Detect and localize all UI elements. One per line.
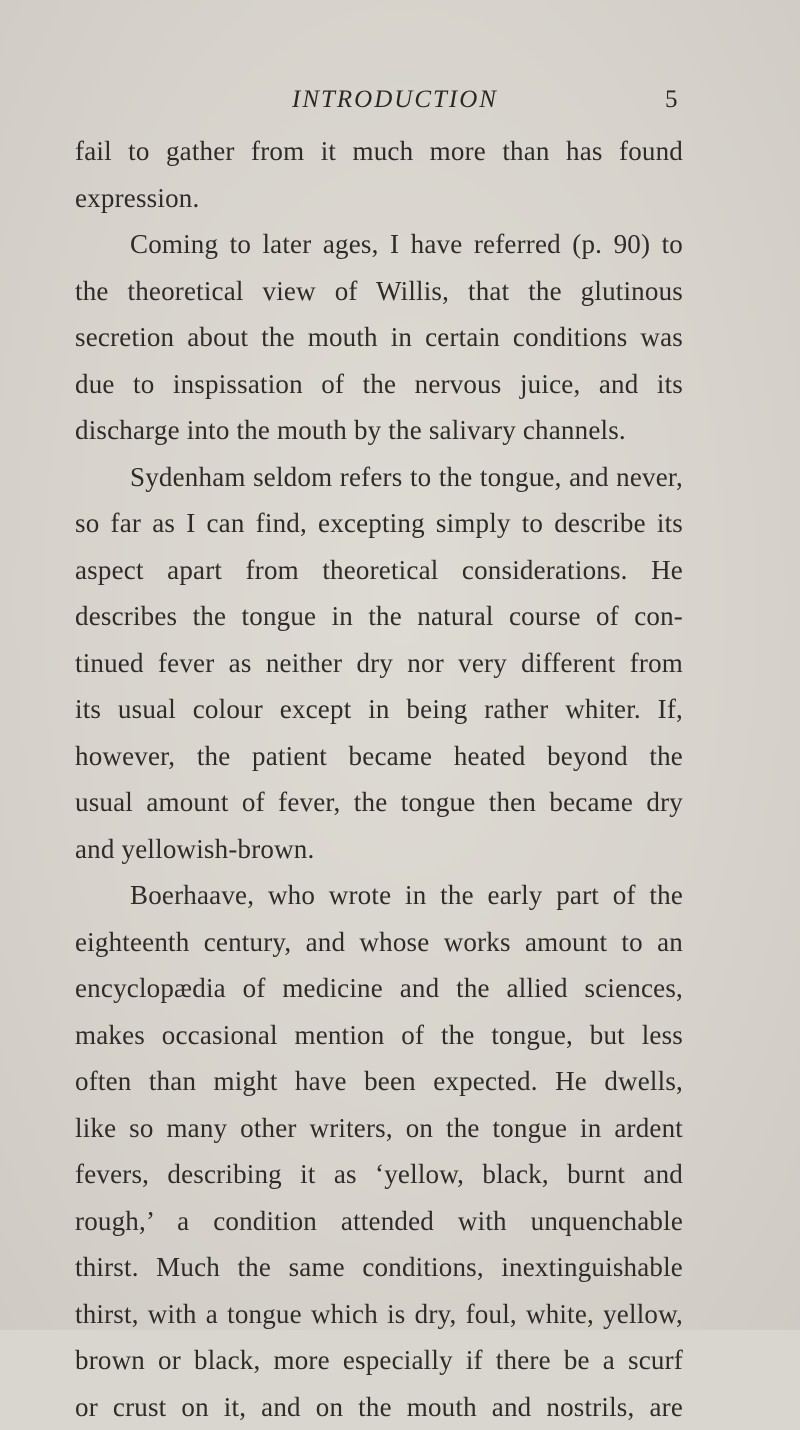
text-line: Coming to later ages, I have referred (p. 90) to <box>75 221 683 268</box>
text-line: fevers, describing it as ‘yellow, black, burnt and <box>75 1151 683 1198</box>
text-line: brown or black, more especially if there be a scurf <box>75 1337 683 1384</box>
text-line: encyclopædia of medicine and the allied sciences, <box>75 965 683 1012</box>
running-title: INTRODUCTION <box>292 86 498 114</box>
text-line: and yellowish-brown. <box>75 826 683 873</box>
text-line: tinued fever as neither dry nor very different from <box>75 640 683 687</box>
text-line: aspect apart from theoretical considerations. He <box>75 547 683 594</box>
page-number: 5 <box>665 86 678 114</box>
text-line: secretion about the mouth in certain conditions was <box>75 314 683 361</box>
text-line: its usual colour except in being rather whiter. If, <box>75 686 683 733</box>
text-line: describes the tongue in the natural course of con- <box>75 593 683 640</box>
text-line: the theoretical view of Willis, that the glutinous <box>75 268 683 315</box>
text-line: eighteenth century, and whose works amount to an <box>75 919 683 966</box>
text-line: often than might have been expected. He dwells, <box>75 1058 683 1105</box>
text-line: thirst, with a tongue which is dry, foul, white, yellow, <box>75 1291 683 1338</box>
body-text <box>75 128 683 1430</box>
text-line: fail to gather from it much more than has found <box>75 128 683 175</box>
text-line: rough,’ a condition attended with unquenchable <box>75 1198 683 1245</box>
text-line: or crust on it, and on the mouth and nostrils, are <box>75 1384 683 1430</box>
text-line: Boerhaave, who wrote in the early part of the <box>75 872 683 919</box>
text-line: makes occasional mention of the tongue, but less <box>75 1012 683 1059</box>
text-line: thirst. Much the same conditions, inextinguishable <box>75 1244 683 1291</box>
text-line: expression. <box>75 175 683 222</box>
text-line: usual amount of fever, the tongue then became dry <box>75 779 683 826</box>
text-line: like so many other writers, on the tongue in ardent <box>75 1105 683 1152</box>
text-line: Sydenham seldom refers to the tongue, and never, <box>75 454 683 501</box>
text-line: discharge into the mouth by the salivary channels. <box>75 407 683 454</box>
text-line: so far as I can find, excepting simply to describe its <box>75 500 683 547</box>
page-header <box>0 86 800 126</box>
text-line: due to inspissation of the nervous juice, and its <box>75 361 683 408</box>
text-line: however, the patient became heated beyond the <box>75 733 683 780</box>
